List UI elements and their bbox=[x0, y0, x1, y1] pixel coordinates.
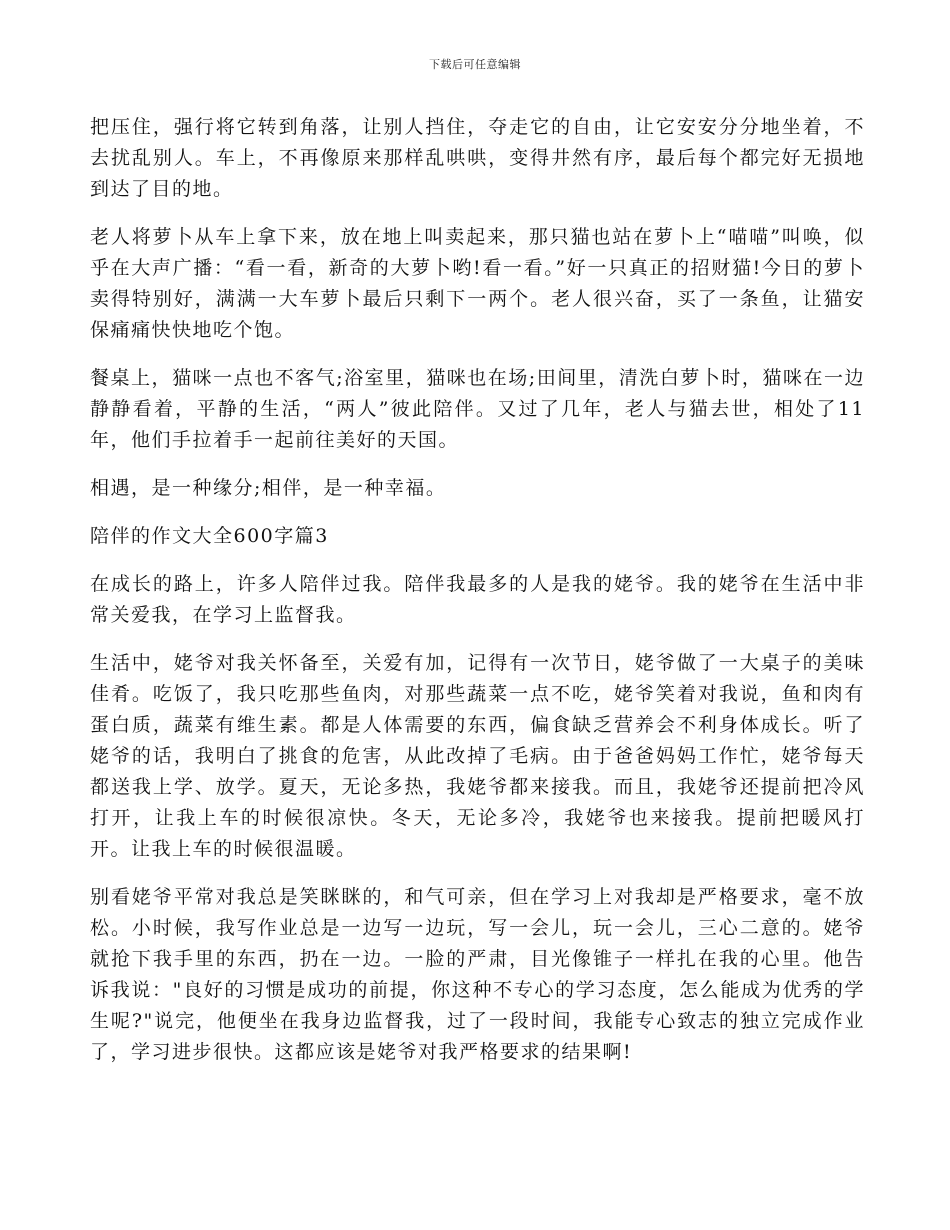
paragraph-7: 别看姥爷平常对我总是笑眯眯的，和气可亲，但在学习上对我却是严格要求，毫不放松。小时候，我写作业总是一边写一边玩，写一会儿，玩一会儿，三心二意的。姥爷就抢下我手里的东西，扔在一边。一脸的严肃，目光像锥子一样扎在我的心里。他告诉我说："良好的习惯是成功的前提，你这种不专心的学习态度，怎么能成为优秀的学生呢?"说完，他便坐在我身边监督我，过了一段时间，我能专心致志的独立完成作业了，学习进步很快。这都应该是姥爷对我严格要求的结果啊! bbox=[90, 886, 865, 1063]
document-body bbox=[90, 112, 865, 1085]
paragraph-3: 餐桌上，猫咪一点也不客气;浴室里，猫咪也在场;田间里，清洗白萝卜时，猫咪在一边静静看着，平静的生活，“两人”彼此陪伴。又过了几年，老人与猫去世，相处了11年，他们手拉着手一起前往美好的天国。 bbox=[90, 367, 865, 451]
paragraph-2: 老人将萝卜从车上拿下来，放在地上叫卖起来，那只猫也站在萝卜上“喵喵”叫唤，似乎在大声广播：“看一看，新奇的大萝卜哟!看一看。”好一只真正的招财猫!今日的萝卜卖得特别好，满满一大车萝卜最后只剩下一两个。老人很兴奋，买了一条鱼，让猫安保痛痛快快地吃个饱。 bbox=[90, 226, 865, 341]
header-note: 下载后可任意编辑 bbox=[429, 58, 521, 71]
paragraph-4: 相遇，是一种缘分;相伴，是一种幸福。 bbox=[90, 477, 447, 499]
paragraph-1: 把压住，强行将它转到角落，让别人挡住，夺走它的自由，让它安安分分地坐着，不去扰乱别人。车上，不再像原来那样乱哄哄，变得井然有序，最后每个都完好无损地到达了目的地。 bbox=[90, 116, 865, 200]
paragraph-5: 在成长的路上，许多人陪伴过我。陪伴我最多的人是我的姥爷。我的姥爷在生活中非常关爱我，在学习上监督我。 bbox=[90, 573, 865, 626]
paragraph-6: 生活中，姥爷对我关怀备至，关爱有加，记得有一次节日，姥爷做了一大桌子的美味佳肴。吃饭了，我只吃那些鱼肉，对那些蔬菜一点不吃，姥爷笑着对我说，鱼和肉有蛋白质，蔬菜有维生素。都是人体需要的东西，偏食缺乏营养会不利身体成长。听了姥爷的话，我明白了挑食的危害，从此改掉了毛病。由于爸爸妈妈工作忙，姥爷每天都送我上学、放学。夏天，无论多热，我姥爷都来接我。而且，我姥爷还提前把冷风打开，让我上车的时候很凉快。冬天，无论多冷，我姥爷也来接我。提前把暖风打开。让我上车的时候很温暖。 bbox=[90, 652, 865, 860]
section-heading: 陪伴的作文大全600字篇3 bbox=[90, 525, 329, 547]
